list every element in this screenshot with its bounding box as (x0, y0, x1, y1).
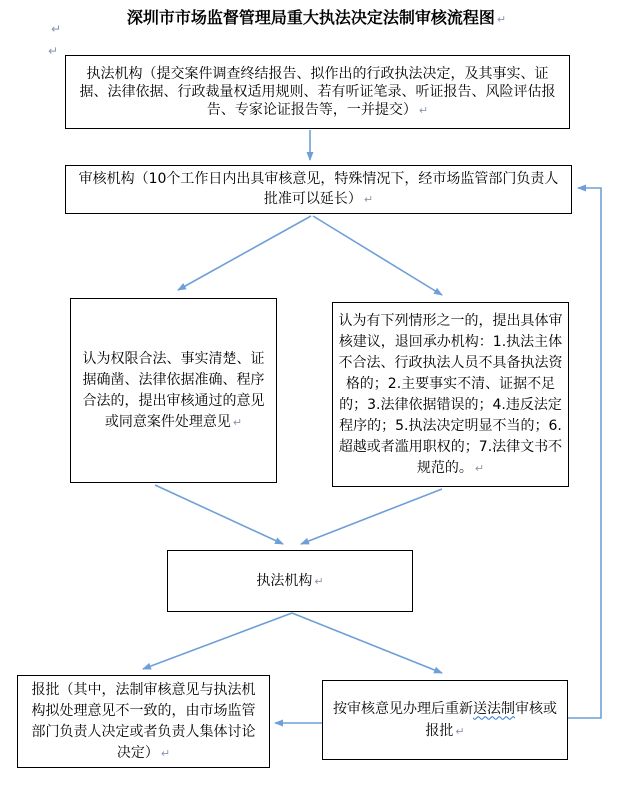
node-enforcement-submission-text: 执法机构（提交案件调查终结报告、拟作出的行政执法决定，及其事实、证据、法律依据、行政裁量权适用规则、若有听证笔录、听证报告、风险评估报告、专家论证报告等，一并提交） (79, 65, 556, 118)
node-return-opinion (332, 302, 569, 487)
connector-review-to-pass-arrow (178, 216, 311, 290)
page-title-text: 深圳市市场监督管理局重大执法决定法制审核流程图 (126, 8, 495, 27)
paragraph-return-icon: ↵ (314, 574, 324, 588)
node-submit-for-approval-text: 报批（其中，法制审核意见与执法机构拟处理意见不一致的，由市场监管部门负责人决定或者负责人集体讨论决定） (31, 681, 256, 761)
node-enforcement-organization (167, 550, 413, 612)
node-review-organization (65, 165, 572, 214)
node-pass-opinion-text: 认为权限合法、事实清楚、证据确凿、法律依据准确、程序合法的，提出审核通过的意见或同意案件处理意见 (82, 350, 265, 430)
page-title (0, 5, 633, 28)
paragraph-return-icon: ↵ (51, 22, 62, 36)
connector-review-to-return-arrow (313, 216, 442, 295)
node-redo-suffix-text: 审核或报批 (425, 700, 557, 739)
node-pass-opinion-textblock (71, 349, 276, 433)
paragraph-return-icon: ↵ (160, 746, 171, 760)
node-enforcement-submission (65, 55, 570, 129)
node-redo-grammar-underlined-text: 送法制 (473, 700, 515, 717)
connector-enforcement-to-redo-arrow (292, 613, 442, 673)
node-pass-opinion (70, 298, 277, 483)
paragraph-return-icon: ↵ (455, 724, 465, 738)
node-redo-prefix-text: 按审核意见办理后重新 (333, 700, 473, 717)
node-return-opinion-text: 认为有下列情形之一的，提出具体审核建议，退回承办机构：1.执法主体不合法、行政执法人员不具备执法资格的；2.主要事实不清、证据不足的；3.法律依据错误的；4.违反法定程序的；5.执法决定明显不当的；6.超越或者滥用职权的；7.法律文书不规范的。 (338, 312, 563, 476)
paragraph-return-icon: ↵ (474, 461, 485, 475)
node-enforcement-organization-text: 执法机构 (256, 572, 313, 589)
paragraph-return-icon: ↵ (48, 44, 59, 58)
node-review-organization-textblock (66, 169, 571, 210)
node-submit-for-approval-textblock (18, 680, 269, 764)
connector-return-to-enforcement-arrow (301, 489, 442, 544)
node-redo-per-review-opinion (322, 680, 568, 760)
node-redo-per-review-opinion-textblock (323, 698, 567, 743)
paragraph-return-icon: ↵ (418, 103, 429, 117)
connector-enforcement-to-approval-arrow (143, 613, 292, 669)
node-review-organization-text: 审核机构（10个工作日内出具审核意见，特殊情况下，经市场监管部门负责人批准可以延长） (78, 171, 559, 207)
paragraph-return-icon: ↵ (232, 415, 243, 429)
node-enforcement-submission-textblock (66, 65, 569, 120)
node-return-opinion-textblock (333, 311, 568, 479)
paragraph-return-icon: ↵ (496, 13, 507, 26)
paragraph-return-icon: ↵ (363, 193, 374, 206)
node-submit-for-approval (17, 675, 270, 768)
connector-redo-feedback-to-review-arrow (568, 188, 601, 718)
node-enforcement-organization-textblock (168, 571, 412, 592)
connector-pass-to-enforcement-arrow (155, 485, 283, 544)
